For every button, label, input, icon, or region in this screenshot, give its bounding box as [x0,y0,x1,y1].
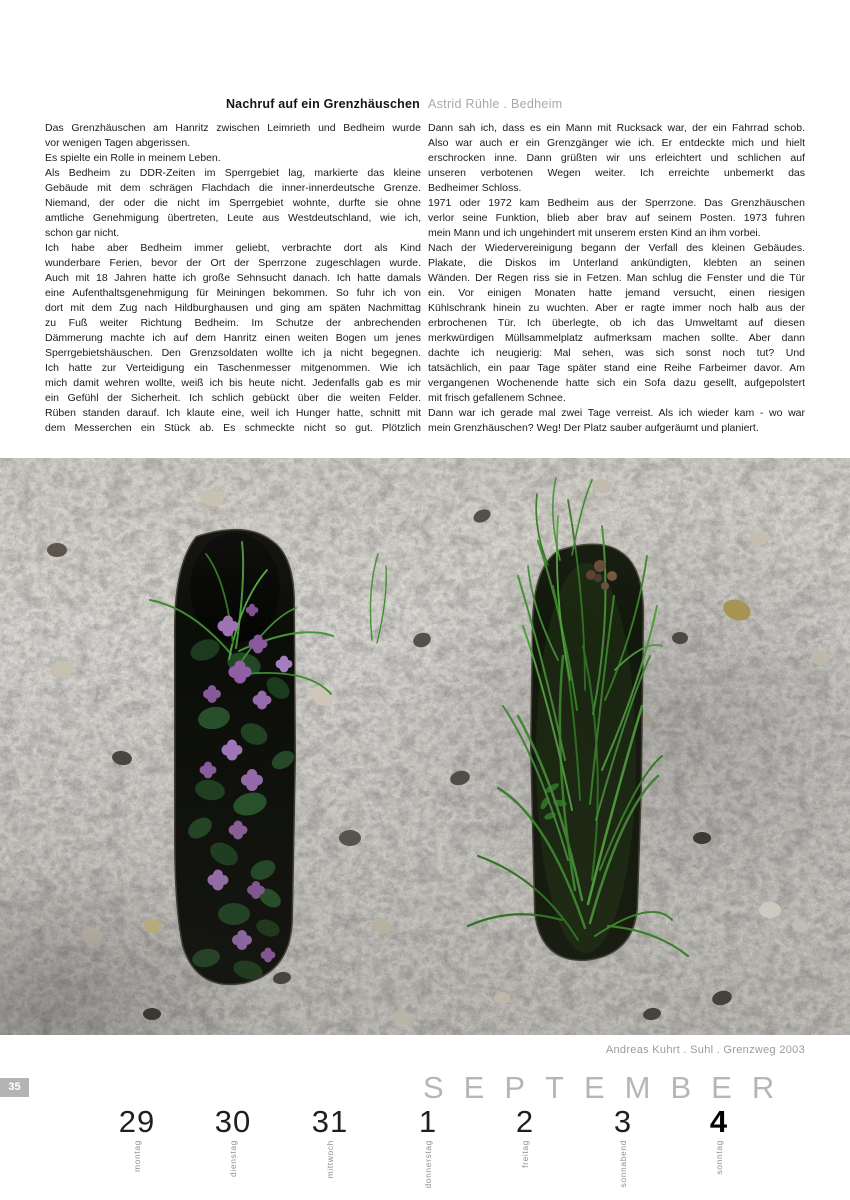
photo-credit: Andreas Kuhrt . Suhl . Grenzweg 2003 [605,1044,805,1056]
article-line: ein Gefühl der Sicherheit. Ich schlich gebückt über die weiten Felder. [45,392,421,404]
article-column-right [428,121,805,436]
article-line: dem Messerchen ein Stück ab. Es schmeckte nicht so gut. Plötzlich [45,422,421,434]
article-line: Dämmerung machte ich auf dem Hanritz einen weiten Bogen um jenes [45,332,421,344]
article-line: Sperrgebietshäuschen. Den Grenzsoldaten wollte ich ja nicht begegnen. [45,347,421,359]
article-line: Nach der Wiedervereinigung begann der Verfall des kleinen Gebäudes. [428,242,805,254]
article-line: dort mit dem Zug nach Hildburghausen und ging am späten Nachmittag [45,302,421,314]
article-line: Gebäude mit dem schrägen Flachdach die inner-innerdeutsche Grenze. [45,182,421,194]
article-line: merkwürdigen Müllsammelplatz aufmerksam machen sollte. Aber dann [428,332,805,344]
article-line: erbrochenen Tür. Ich überlegte, ob ich das Umweltamt auf diesen [428,317,805,329]
weekday-label: sonntag [714,1140,724,1175]
article-line: Kühlschrank hinein zu wuchten. Aber er ragte immer noch halb aus der [428,302,805,314]
article-line: mit frisch gefallenem Schnee. [428,392,566,404]
article-title: Nachruf auf ein Grenzhäuschen [225,97,420,111]
weekday-label: sonnabend [618,1140,628,1188]
article-line: 1971 oder 1972 kam Bedheim aus der Sperrzone. Das Grenzhäuschen [428,197,805,209]
article-line: Plakate, die Diskos im Unterland ankündigten, klebten an seinen [428,257,805,269]
article-column-left [45,121,421,436]
weekday-label: montag [132,1140,142,1172]
article-line: Es spielte ein Rolle in meinem Leben. [45,152,221,164]
weekday-label: mittwoch [325,1140,335,1179]
weekday-label: donnerstag [423,1140,433,1189]
article-line: unseren verbotenen Wegen weiter. Ich erreichte unbemerkt das [428,167,805,179]
article-line: amtliche Genehmigung übertreten, Leute aus Westdeutschland, wie ich, [45,212,421,224]
week-number-badge: 35 [0,1078,29,1097]
article-line: Dann sah ich, dass es ein Mann mit Rucksack war, der ein Fahrrad schob. [428,122,805,134]
date-number: 4 [709,1104,729,1139]
article-line: dachte ich neugierig: Mal sehen, was sich sonst noch tut? Und [428,347,805,359]
article-line: ein. Vor einigen Monaten hatte jemand versucht, einen riesigen [428,287,805,299]
article-line: Also war auch er ein Grenzgänger wie ich. Er entdeckte mich und hielt [428,137,805,149]
date-number: 30 [214,1104,252,1139]
article-line: mich damit wehren wollte, weiß ich bis heute nicht. Jedenfalls gab es mir [45,377,421,389]
article-line: Auch mit 18 Jahren hatte ich große Sehnsucht danach. Ich hatte damals [45,272,421,284]
article-line: mein Grenzhäuschen? Weg! Der Platz sauber aufgeräumt und planiert. [428,422,759,434]
article-line: Dann war ich gerade mal zwei Tage verreist. Als ich wieder kam - wo war [428,407,805,419]
article-line: Bedheimer Schloss. [428,182,522,194]
date-number: 2 [515,1104,535,1139]
date-number: 29 [118,1104,156,1139]
article-line: erschrocken inne. Dann grüßten wir uns erleichtert und schlichen auf [428,152,805,164]
calendar-days [0,1106,850,1200]
article-line: Ich hatte zur Verteidigung ein Taschenmesser mitgenommen. Wie ich [45,362,421,374]
article-line: zu Fuß weiter Richtung Bedheim. Im Schutze der anbrechenden [45,317,421,329]
gravel-texture [0,458,850,1035]
date-number: 1 [418,1104,438,1139]
weekday-label: freitag [520,1140,530,1168]
article-line: wunderbare Ferien, bevor der Ort der Sperrzone zugeschlagen wurde. [45,257,421,269]
date-number: 3 [613,1104,633,1139]
article-line: mein Mann und ich ungehindert mit unserem ersten Kind an ihm vorbei. [428,227,761,239]
month-title: SEPTEMBER [423,1070,795,1105]
date-number: 31 [311,1104,349,1139]
article-line: Niemand, der oder die nicht im Sperrgebiet wohnte, durfte sie ohne [45,197,421,209]
photo-image [0,458,850,1035]
article-line: Als Bedheim zu DDR-Zeiten im Sperrgebiet lag, markierte das kleine [45,167,421,179]
article-line: Rüben standen darauf. Ich klaute eine, weil ich Hunger hatte, schnitt mit [45,407,421,419]
article-line: Wänden. Der Regen riss sie in Fetzen. Man schlug die Fenster und die Tür [428,272,805,284]
weekday-label: dienstag [228,1140,238,1177]
article-line: vor wenigen Tagen abgerissen. [45,137,191,149]
article-line: verlor seine Funktion, blieb aber brav auf seinem Posten. 1973 fuhren [428,212,805,224]
article-line: Ich habe aber Bedheim immer geliebt, verbrachte dort als Kind [45,242,421,254]
article-line: tatsächlich, ein paar Tage später stand eine Reihe Farbeimer davor. Am [428,362,805,374]
article-line: schon gar nicht. [45,227,120,239]
article-line: vergangenen Wochenende hatte sich ein Sofa dazu gesellt, aufgepolstert [428,377,805,389]
photo-grenzweg [0,458,850,1035]
article-line: Das Grenzhäuschen am Hanritz zwischen Leimrieth und Bedheim wurde [45,122,421,134]
article-line: eine Aufenthaltsgenehmigung für Meiningen bekommen. So fuhr ich von [45,287,421,299]
article-author: Astrid Rühle . Bedheim [428,97,563,111]
